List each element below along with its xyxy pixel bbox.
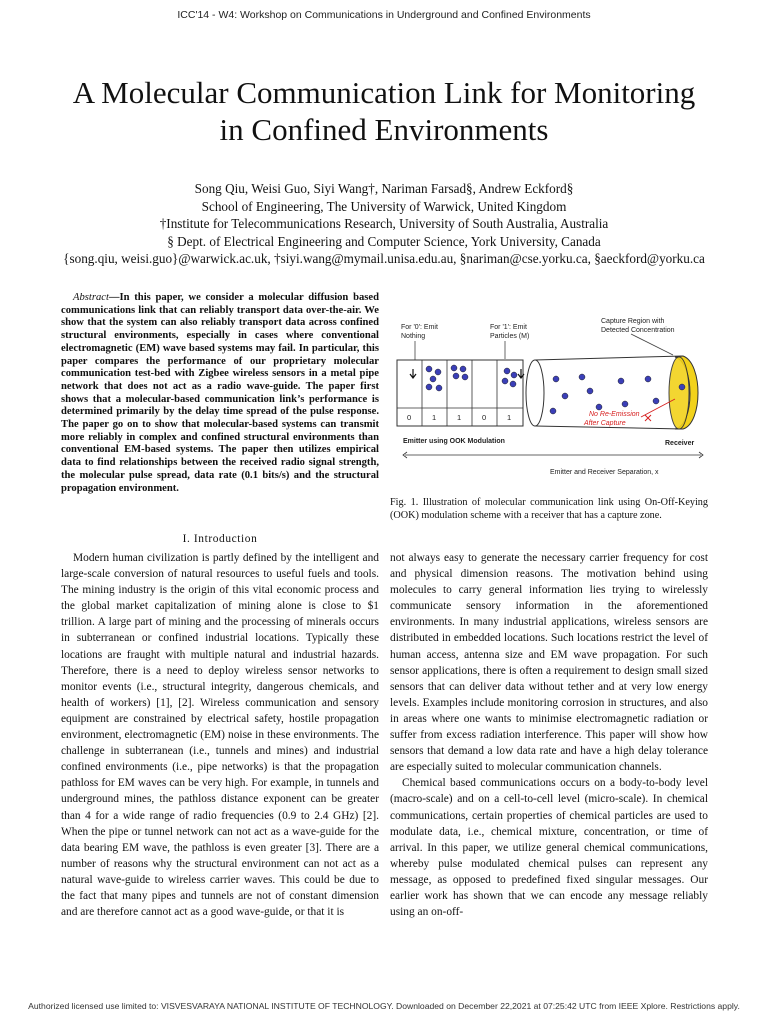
fig-label-one-2: Particles (M) [490, 333, 530, 340]
abstract [61, 292, 379, 495]
fig-label-no-reemission: No Re-Emission [589, 411, 640, 418]
bit-1: 1 [432, 413, 437, 422]
author-emails: {song.qiu, weisi.guo}@warwick.ac.uk, †siyi.wang@mymail.unisa.edu.au, §nariman@cse.yorku.ca, §aeckford@yorku.ca [63, 251, 705, 267]
title-line-2: in Confined Environments [219, 112, 549, 147]
bit-0: 0 [407, 413, 412, 422]
affiliation-unisa: †Institute for Telecommunications Research, University of South Australia, Australia [159, 216, 609, 232]
separation-arrow [403, 452, 703, 458]
right-paragraph-2: Chemical based communications occurs on a body-to-body level (macro-scale) and on a cell-to-cell level (micro-scale). In chemical communications, certain properties of chemical particles are used to modulate data, i.e., chemical mixture, concentration, or time of arrival. In this paper, we utilize general chemical communications, whereby pulse modulated chemical pulses can represent any message, as opposed to predefined fixed singular messages. Our earlier work has shown that we can encode any message reliably using an on-off- [390, 777, 708, 919]
channel-particles [550, 374, 685, 414]
bit-4: 1 [507, 413, 512, 422]
cross-icon [645, 415, 651, 421]
fig-label-capture-2: Detected Concentration [601, 327, 675, 334]
introduction-column-left [61, 550, 379, 920]
abstract-text: —In this paper, we consider a molecular diffusion based communications link that can reliably transport data over-the-air. We show that the system can also reliably transport data across confined structural environments, especially in cases where conventional electromagnetic (EM) wave based systems may fail. In particular, this paper compares the performance of our proprietary molecular communication test-bed with Zigbee wireless sensors in a metal pipe network that does not act as a radio wave-guide. The paper first shows that a molecular-based communication link’s performance is determined primarily by the delay time spread of the pulse response. The paper go on to show that molecular-based systems can transmit more reliably in complex and confined structural environments than conventional EM-based systems. The paper then utilizes empirical data to find relationships between the received radio signal strength, the molecular pulse spread, data rate (0.1 bits/s) and the structural propagation environment. [61, 292, 379, 494]
right-paragraph-1: not always easy to generate the necessary carrier frequency for cost and physical dimension reasons. The motivation behind using molecules to carry general information lies trying to wirelessly communicate sensory information in the aforementioned environments. In many industrial applications, wireless sensors are distributed in embedded locations. Such locations restrict the level of human access, antenna size and EM wave propagation. For such sensor applications, there is often a requirement to design small sized sensors that can deliver data without tether and at very low energy levels. Examples include monitoring corrosion in structures, and also in areas where one wants to minimise electromagnetic radiation or suffer from excess radiation interference. This paper will show how sensors that demand a low data rate and have a high delay tolerance are especially suited to molecular communication channels. [390, 552, 708, 774]
fig-label-emitter: Emitter using OOK Modulation [403, 438, 505, 445]
intro-paragraph: Modern human civilization is partly defined by the intelligent and large-scale conversion of natural resources to useful fuels and tools. The mining industry is the origin of this vital economic process and the global market capitalization of mining alone is close to $1 trillion. A large part of mining and the processing of minerals occurs in subterranean or confined industrial locations. Typically these locations are fraught with multiple natural and industrial hazards. Therefore, there is a need to deploy wireless sensor networks to monitor events (i.e., structural integrity, dangerous chemicals, and health of workers) [1], [2]. Wireless communication and sensory equipment are constrained by electrical safety, hostile propagation environment, electromagnetic (EM) noise in these environments. The challenge in subterranean (i.e., tunnels and mines) and industrial confined environments (i.e., pipe networks) is that the propagation pathloss for EM waves can be very high. For example, in tunnels and underground mines, the pathloss distance exponent can be greater than 4 for a wide range of radio frequencies (0.9 to 2.4 GHz) [2]. When the pipe or tunnel network can not act as a wave-guide for the data bearing EM wave, the pathloss is even greater [3]. There are a number of reasons why the structural environment can not act as a natural wave-guide to wireless carrier waves. This could be due to the fact that many pipes and tunnels are not of constant dimension and are therefore cannot act as a good wave-guide, or that it is [61, 552, 379, 919]
fig-label-receiver: Receiver [665, 440, 695, 447]
author-block [20, 180, 748, 268]
affiliation-york: § Dept. of Electrical Engineering and Computer Science, York University, Canada [167, 233, 601, 249]
bit-3: 0 [482, 413, 487, 422]
affiliation-warwick: School of Engineering, The University of Warwick, United Kingdom [201, 198, 567, 214]
section-heading-introduction: I. Introduction [182, 533, 258, 545]
conference-header: ICC'14 - W4: Workshop on Communications in Underground and Confined Environments [177, 9, 591, 21]
fig-capture-pointer [631, 334, 673, 355]
figure-caption: Fig. 1. Illustration of molecular communication link using On-Off-Keying (OOK) modulation scheme with a receiver that has a capture zone. [390, 497, 708, 521]
bit-2: 1 [457, 413, 462, 422]
fig-label-one: For '1': Emit [490, 324, 527, 331]
fig-label-no-reemission-2: After Capture [584, 420, 626, 427]
figure-1 [393, 303, 711, 481]
fig-label-capture: Capture Region with [601, 318, 665, 325]
ieee-footer: Authorized licensed use limited to: VISVESVARAYA NATIONAL INSTITUTE OF TECHNOLOGY. Downloaded on December 22,2021 at 07:25:42 UTC from IEEE Xplore. Restrictions apply. [28, 1001, 740, 1011]
fig-label-zero-2: Nothing [401, 333, 426, 340]
author-names: Song Qiu, Weisi Guo, Siyi Wang†, Nariman Farsad§, Andrew Eckford§ [194, 181, 574, 196]
paper-title [40, 74, 728, 148]
abstract-label: Abstract [73, 292, 109, 303]
introduction-column-right [390, 550, 708, 920]
pipe-channel [526, 356, 698, 429]
fig-label-separation: Emitter and Receiver Separation, x [550, 469, 659, 476]
title-line-1: A Molecular Communication Link for Monitoring [72, 75, 696, 110]
fig-label-zero: For '0': Emit [401, 324, 438, 331]
